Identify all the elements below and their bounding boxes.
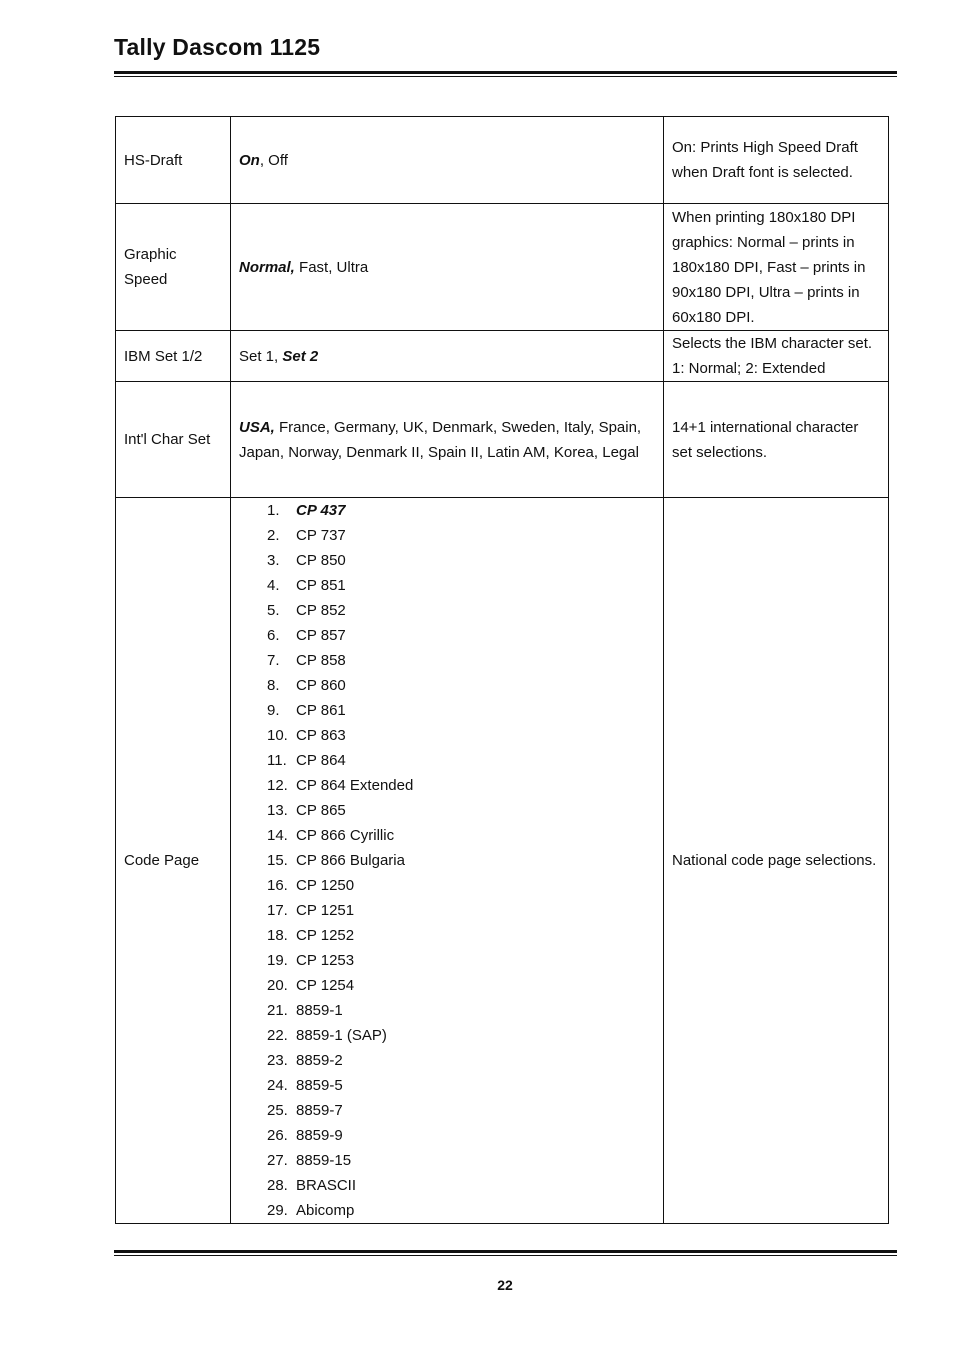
list-number: 22. (267, 1027, 288, 1044)
setting-description: 14+1 international character set selections. (664, 382, 889, 498)
table-row (116, 498, 889, 1224)
list-number: 17. (267, 902, 288, 919)
code-page-label: 8859-7 (296, 1102, 343, 1119)
document-title: Tally Dascom 1125 (114, 34, 321, 60)
list-number: 20. (267, 977, 288, 994)
code-page-label: CP 1253 (296, 952, 355, 969)
table-row (116, 204, 889, 331)
code-page-item (239, 773, 655, 798)
code-page-label: CP 737 (296, 527, 346, 544)
code-page-label: 8859-15 (296, 1152, 352, 1169)
setting-values: Normal, Fast, Ultra (231, 204, 664, 331)
code-page-label: CP 1254 (296, 977, 355, 994)
code-page-item (239, 723, 655, 748)
code-page-item (239, 798, 655, 823)
code-page-label: CP 1252 (296, 927, 355, 944)
list-number: 8. (267, 677, 280, 694)
table-row (116, 117, 889, 204)
list-number: 2. (267, 527, 280, 544)
code-page-label: CP 850 (296, 552, 346, 569)
code-page-item (239, 648, 655, 673)
code-page-label: CP 1251 (296, 902, 355, 919)
setting-values: Set 1, Set 2 (231, 331, 664, 382)
setting-name: Code Page (116, 498, 231, 1224)
code-page-item (239, 848, 655, 873)
setting-name: Graphic Speed (116, 204, 231, 331)
code-page-item (239, 1073, 655, 1098)
list-number: 26. (267, 1127, 288, 1144)
code-page-item (239, 598, 655, 623)
code-page-label: CP 861 (296, 702, 346, 719)
page-number: 22 (497, 1277, 513, 1293)
code-page-label: CP 437 (296, 502, 346, 519)
list-number: 5. (267, 602, 280, 619)
setting-name: IBM Set 1/2 (116, 331, 231, 382)
code-page-label: 8859-2 (296, 1052, 343, 1069)
code-page-item (239, 573, 655, 598)
code-page-item (239, 973, 655, 998)
code-page-label: 8859-5 (296, 1077, 343, 1094)
list-number: 13. (267, 802, 288, 819)
list-number: 27. (267, 1152, 288, 1169)
default-value: USA, (239, 418, 275, 436)
list-number: 24. (267, 1077, 288, 1094)
code-page-label: CP 852 (296, 602, 346, 619)
code-page-item (239, 498, 655, 523)
list-number: 28. (267, 1177, 288, 1194)
code-page-label: CP 864 Extended (296, 777, 414, 794)
code-page-item (239, 1148, 655, 1173)
code-page-item (239, 698, 655, 723)
setting-description: When printing 180x180 DPI graphics: Normal – prints in 180x180 DPI, Fast – prints in 90x180 DPI, Ultra – prints in 60x180 DPI. (664, 204, 889, 331)
code-page-item (239, 673, 655, 698)
code-page-label: CP 865 (296, 802, 346, 819)
list-number: 19. (267, 952, 288, 969)
code-page-item (239, 923, 655, 948)
code-page-item (239, 873, 655, 898)
code-page-item (239, 823, 655, 848)
default-value: On (239, 151, 260, 169)
code-page-list-cell (231, 498, 664, 1224)
code-page-label: CP 860 (296, 677, 346, 694)
setting-description: Selects the IBM character set. 1: Normal; 2: Extended (664, 331, 889, 382)
code-page-label: CP 866 Cyrillic (296, 827, 395, 844)
default-value: Set 2 (282, 347, 319, 365)
list-number: 14. (267, 827, 288, 844)
code-page-item (239, 748, 655, 773)
list-number: 10. (267, 727, 288, 744)
list-number: 16. (267, 877, 288, 894)
default-value: Normal, (239, 258, 295, 276)
list-number: 12. (267, 777, 288, 794)
code-page-item (239, 998, 655, 1023)
list-number: 15. (267, 852, 288, 869)
list-number: 9. (267, 702, 280, 719)
code-page-item (239, 1173, 655, 1198)
code-page-item (239, 623, 655, 648)
header-rule (114, 71, 897, 77)
list-number: 3. (267, 552, 280, 569)
code-page-item (239, 1198, 655, 1223)
list-number: 1. (267, 502, 280, 519)
code-page-label: CP 863 (296, 727, 346, 744)
code-page-label: 8859-1 (296, 1002, 343, 1019)
list-number: 23. (267, 1052, 288, 1069)
list-number: 7. (267, 652, 280, 669)
footer-rule (114, 1250, 897, 1256)
code-page-label: CP 857 (296, 627, 346, 644)
list-number: 18. (267, 927, 288, 944)
setting-name: HS-Draft (116, 117, 231, 204)
code-page-item (239, 948, 655, 973)
setting-values: USA, France, Germany, UK, Denmark, Sweden, Italy, Spain, Japan, Norway, Denmark II, Spain II, Latin AM, Korea, Legal (231, 382, 664, 498)
code-page-item (239, 548, 655, 573)
code-page-item (239, 523, 655, 548)
code-page-label: BRASCII (296, 1177, 357, 1194)
settings-table (115, 116, 889, 1224)
code-page-item (239, 1048, 655, 1073)
setting-description: National code page selections. (664, 498, 889, 1224)
list-number: 21. (267, 1002, 288, 1019)
code-page-list (239, 498, 655, 1223)
list-number: 29. (267, 1202, 288, 1219)
code-page-item (239, 898, 655, 923)
setting-values: On, Off (231, 117, 664, 204)
code-page-label: CP 851 (296, 577, 346, 594)
code-page-item (239, 1098, 655, 1123)
list-number: 11. (267, 752, 287, 769)
code-page-label: CP 864 (296, 752, 346, 769)
table-row (116, 331, 889, 382)
list-number: 4. (267, 577, 280, 594)
setting-name: Int'l Char Set (116, 382, 231, 498)
code-page-item (239, 1123, 655, 1148)
list-number: 6. (267, 627, 280, 644)
code-page-label: 8859-1 (SAP) (296, 1027, 387, 1044)
code-page-item (239, 1023, 655, 1048)
code-page-label: CP 1250 (296, 877, 355, 894)
list-number: 25. (267, 1102, 288, 1119)
code-page-label: Abicomp (296, 1202, 355, 1219)
table-row (116, 382, 889, 498)
code-page-label: 8859-9 (296, 1127, 343, 1144)
code-page-label: CP 866 Bulgaria (296, 852, 405, 869)
code-page-label: CP 858 (296, 652, 346, 669)
setting-description: On: Prints High Speed Draft when Draft font is selected. (664, 117, 889, 204)
